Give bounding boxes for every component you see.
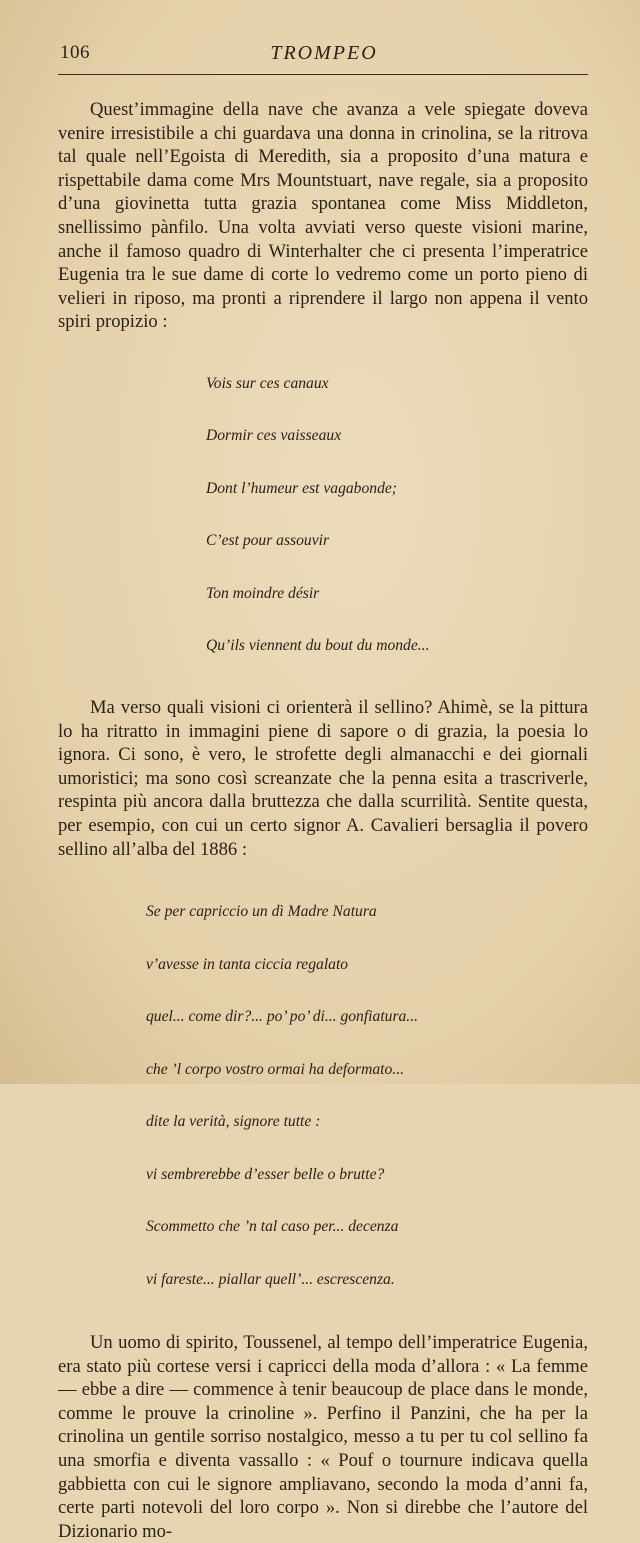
verse-line: C’est pour assouvir xyxy=(206,532,330,550)
verse-line: Ton moindre désir xyxy=(206,584,320,602)
verse-line: Dont l’humeur est vagabonde; xyxy=(206,479,397,497)
verse-line: Scommetto che ’n tal caso per... decenza xyxy=(146,1218,399,1236)
verse-line: vi fareste... piallar quell’... escrescenza. xyxy=(146,1270,395,1288)
verse-quote-2 xyxy=(146,868,588,1323)
running-head: TROMPEO xyxy=(270,42,378,64)
page-number: 106 xyxy=(60,42,90,63)
verse-quote-1 xyxy=(206,340,588,690)
page-header xyxy=(60,42,588,68)
paragraph-1: Quest’immagine della nave che avanza a vele spiegate doveva venire irresistibile a chi guardava una donna in crinolina, se la ritrova tal quale nell’Egoista di Meredith, sia a proposito d’una matura e rispettabile dama come Mrs Mountstuart, nave regale, sia a proposito d’una giovinetta tutta grazia spontanea come Miss Middleton, snellissimo pànfilo. Una volta avviati verso queste visioni marine, anche il famoso quadro di Winterhalter che ci presenta l’imperatrice Eugenia tra le sue dame di corte lo vedremo come un porto pieno di velieri in riposo, ma pronti a riprendere il largo non appena il vento spiri propizio : xyxy=(58,99,588,333)
verse-line: v’avesse in tanta ciccia regalato xyxy=(146,955,349,973)
verse-line: che ’l corpo vostro ormai ha deformato... xyxy=(146,1060,404,1078)
page-body xyxy=(58,98,588,1543)
verse-line: Vois sur ces canaux xyxy=(206,374,329,392)
verse-line: Dormir ces vaisseaux xyxy=(206,427,342,445)
verse-line: Se per capriccio un dì Madre Natura xyxy=(146,903,377,921)
paragraph-3: Un uomo di spirito, Toussenel, al tempo dell’imperatrice Eugenia, era stato più cortese versi i capricci della moda d’allora : « La femme — ebbe a dire — commence à tenir beaucoup de place dans le monde, comme le prouve la crinoline ». Perfino il Panzini, che ha per la crinolina un gentile sorriso nostalgico, messo a tu per tu col sellino fa una smorfia e diventa vassallo : « Pouf o tournure indicava quella gabbietta con cui le signore ampliavano, secondo la moda d’anni fa, certe parti notevoli del loro corpo ». Non si direbbe che l’autore del Dizionario mo- xyxy=(58,1332,588,1542)
verse-line: Qu’ils viennent du bout du monde... xyxy=(206,637,430,655)
verse-line: quel... come dir?... po’ po’ di... gonfiatura... xyxy=(146,1008,419,1026)
verse-line: vi sembrerebbe d’esser belle o brutte? xyxy=(146,1165,385,1183)
paragraph-2: Ma verso quali visioni ci orienterà il sellino? Ahimè, se la pittura lo ha ritratto in immagini piene di sapore o di grazia, la poesia lo ignora. Ci sono, è vero, le strofette degli almanacchi e dei giornali umoristici; ma sono così screanzate che la penna esita a trascriverle, respinta più ancora dalla bruttezza che dalla scurrilità. Sentite questa, per esempio, con cui un certo signor A. Cavalieri bersaglia il povero sellino all’alba del 1886 : xyxy=(58,696,588,860)
header-rule xyxy=(58,74,588,75)
verse-line: dite la verità, signore tutte : xyxy=(146,1113,321,1131)
